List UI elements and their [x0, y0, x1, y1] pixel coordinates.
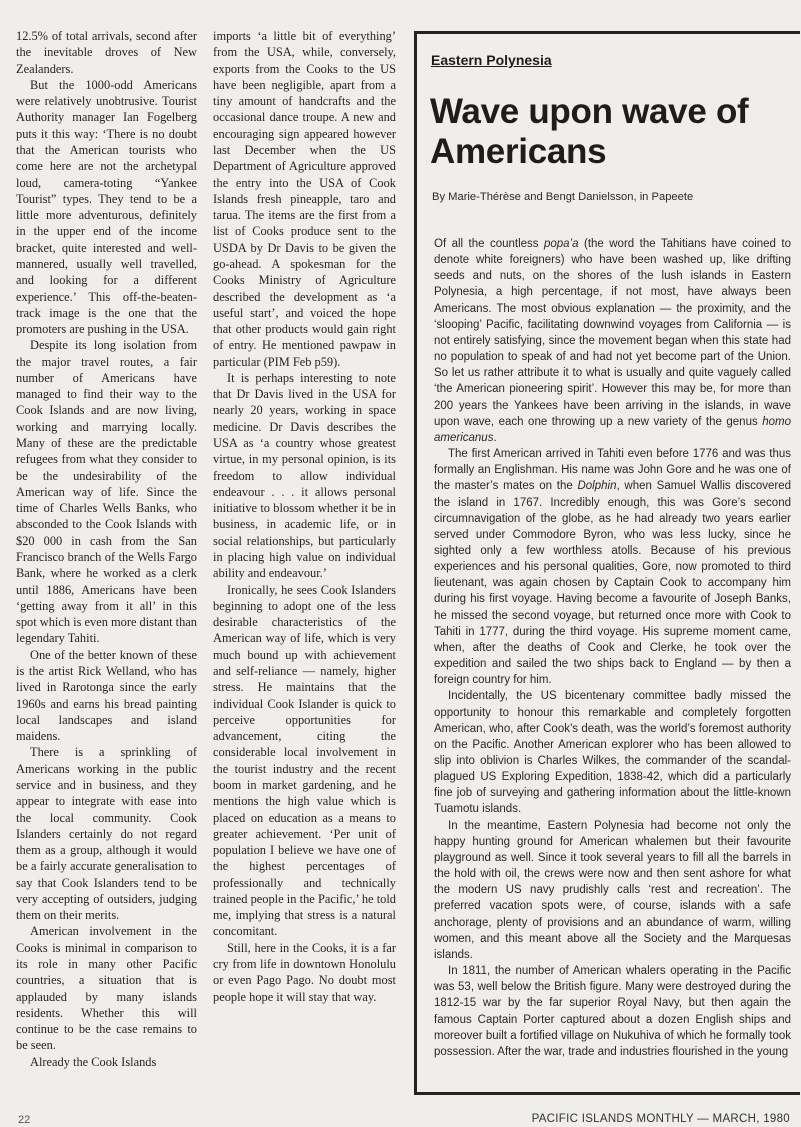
middle-column: [213, 28, 396, 1005]
paragraph: Incidentally, the US bicentenary committee badly missed the opportunity to honour this remarkable and completely forgotten American, who, after Cook’s death, was the world’s foremost authority on the Pacific. Another American explorer who has been allowed to slip into oblivion is Charles Wilkes, the commander of the scandal-plagued US Exploring Expedition, 1838-42, which did a particularly fine job of surveying and gathering information about the little-known Tuamotu islands.: [434, 690, 791, 816]
paragraph: One of the better known of these is the artist Rick Welland, who has lived in Rarotonga since the early 1960s and earns his bread painting local landscapes and island maidens.: [16, 647, 197, 744]
paragraph: American involvement in the Cooks is minimal in comparison to its role in many other Pacific countries, a situation that is applauded by many islands residents. Whether this will continue to be the case remains to be seen.: [16, 924, 197, 1053]
paragraph: imports ‘a little bit of everything’ from the USA, while, conversely, exports from the Cooks to the US have been negligible, apart from a tiny amount of handcrafts and the occasional dance troupe. A new and encouraging sign appeared however last December when the US Department of Agriculture approved the entry into the USA of Cook Islands fresh pineapple, taro and tarua. The items are the first from a list of Cooks produce sent to the USDA by Dr Davis to be given the go-ahead. A spokesman for the Cooks Ministry of Agriculture described the development as ‘a useful start’, and voiced the hope that other products would gain right of entry. He mentioned pawpaw in particular (PIM Feb p59).: [213, 29, 396, 369]
paragraph: The first American arrived in Tahiti even before 1776 and was thus formally an Englishman. His name was John Gore and he was one of the master’s mates on the Dolphin, when Samuel Wallis discovered the island in 1767. Incredibly enough, this was Gore’s second circumnavigation of the globe, as he had already two years earlier served under Commodore Byron, who was less lucky, since he sighted only a few worthless atolls. Because of his previous experiences and his personal qualities, Gore, now promoted to third lieutenant, was again chosen by Captain Cook to accompany him during his first voyage. Having become a favourite of Joseph Banks, he missed the second voyage, but returned once more with Cook to Tahiti in 1777, during the third voyage. His supreme moment came, when, after the deaths of Cook and Clerke, he took over the expedition and sailed the two ships back to England — by then a foreign country for him.: [434, 448, 791, 687]
paragraph: Of all the countless popa’a (the word the Tahitians have coined to denote white foreigners) who have been washed up, like drifting seeds and nuts, on the shores of the lush islands in Eastern Polynesia, a high percentage, if not most, have always been Americans. The most obvious explanation — the proximity, and the ‘slooping’ Pacific, facilitating downwind voyages from California — is not entirely satisfying, since the movement began when this state had no population to speak of and had not yet become part of the Union. So let us rather attribute it to what is usually and quite vaguely called ‘the American pioneering spirit’. However this may be, for more than 200 years the Yankees have been arriving in the islands, in wave upon wave, each one throwing up a new variety of the genus homo americanus.: [434, 238, 791, 444]
article-byline: By Marie-Thérèse and Bengt Danielsson, in Papeete: [432, 191, 694, 203]
paragraph: Despite its long isolation from the major travel routes, a fair number of Americans have managed to find their way to the Cook Islands and are now living, working and marrying locally. Many of these are the predictable refugees from what they consider to be the undesirability of the American way of life. Since the time of Charles Wells Banks, who absconded to the Cook Islands with $20 000 in cash from the San Francisco branch of the Wells Fargo Bank, where he worked as a clerk until 1886, Americans have been ‘getting away from it all’ in this spot which is even more distant than legendary Tahiti.: [16, 338, 198, 646]
paragraph: Ironically, he sees Cook Islanders beginning to adopt one of the less desirable characteristics of the American way of life, which is very much bound up with achievement and self-reliance — namely, higher stress. He maintains that the individual Cook Islander is quick to perceive opportunities for advancement, citing the considerable local involvement in the tourist industry and the recent boom in market gardening, and he mentions the high value which is placed on education as a means to greater achievement. ‘Per unit of population I believe we have one of the highest percentages of professionally and technically trained people in the Pacific,’ he told me, implying that stress is a natural concomitant.: [213, 582, 396, 939]
paragraph: Still, here in the Cooks, it is a far cry from life in downtown Honolulu or even Pago Pago. No doubt most people hope it will stay that way.: [213, 940, 396, 1004]
paragraph: 12.5% of total arrivals, second after the inevitable droves of New Zealanders.: [16, 29, 197, 76]
article-body: [434, 236, 791, 1060]
running-footer: PACIFIC ISLANDS MONTHLY — MARCH, 1980: [531, 1113, 790, 1125]
paragraph: But the 1000-odd Americans were relatively unobtrusive. Tourist Authority manager Ian Fogelberg puts it this way: ‘There is no doubt that the American tourists who come here are not the archetypal loud, camera-toting “Yankee Tourist” types. They tend to be a little more adventurous, definitely in the upper end of the income bracket, quite interested and well-mannered, usually well travelled, and looking for a different experience.’ This off-the-beaten-track image is the one that the promoters are pushing in the USA.: [16, 77, 197, 337]
paragraph: It is perhaps interesting to note that Dr Davis lived in the USA for nearly 20 years, working in space medicine. Dr Davis describes the USA as ‘a country whose greatest virtue, in my personal opinion, is its freedom to allow individual endeavour . . . it allows personal initiative to blossom whether it be in business, in academic life, or in social relationships, but particularly in placing high value on individual ability and endeavour.’: [213, 370, 396, 581]
article-headline: Wave upon wave of Americans: [430, 92, 749, 171]
section-kicker: Eastern Polynesia: [431, 52, 552, 68]
paragraph: There is a sprinkling of Americans working in the public service and in business, and they appear to integrate with ease into the local community. Cook Islanders certainly do not regard them as a group, although it would be a fairly accurate generalisation to say that Cook Islanders tend to be very accepting of outsiders, judging them on their merits.: [16, 745, 197, 923]
paragraph: Already the Cook Islands: [30, 1054, 157, 1069]
paragraph: In the meantime, Eastern Polynesia had become not only the happy hunting ground for American whalemen but their favourite playground as well. Since it took several years to fill all the barrels in the hold with oil, the crews were now and then sent ashore for what the modern US navy prudishly calls ‘rest and recreation’. The preferred vacation spots were, of course, islands with a safe anchorage, plenty of provisions and an abundance of warm, willing women, and this meant above all the Society and the Marquesas islands.: [434, 819, 791, 961]
page-number: 22: [18, 1114, 31, 1126]
paragraph: In 1811, the number of American whalers operating in the Pacific was 53, well below the British figure. Many were destroyed during the 1812-15 war by the far superior Royal Navy, but then again the famous Captain Porter captured about a dozen English ships and moreover built a fortified village on Nukuhiva of which he formally took possession. After the war, trade and industries flourished in the young: [434, 965, 791, 1058]
left-column: [16, 28, 197, 1070]
